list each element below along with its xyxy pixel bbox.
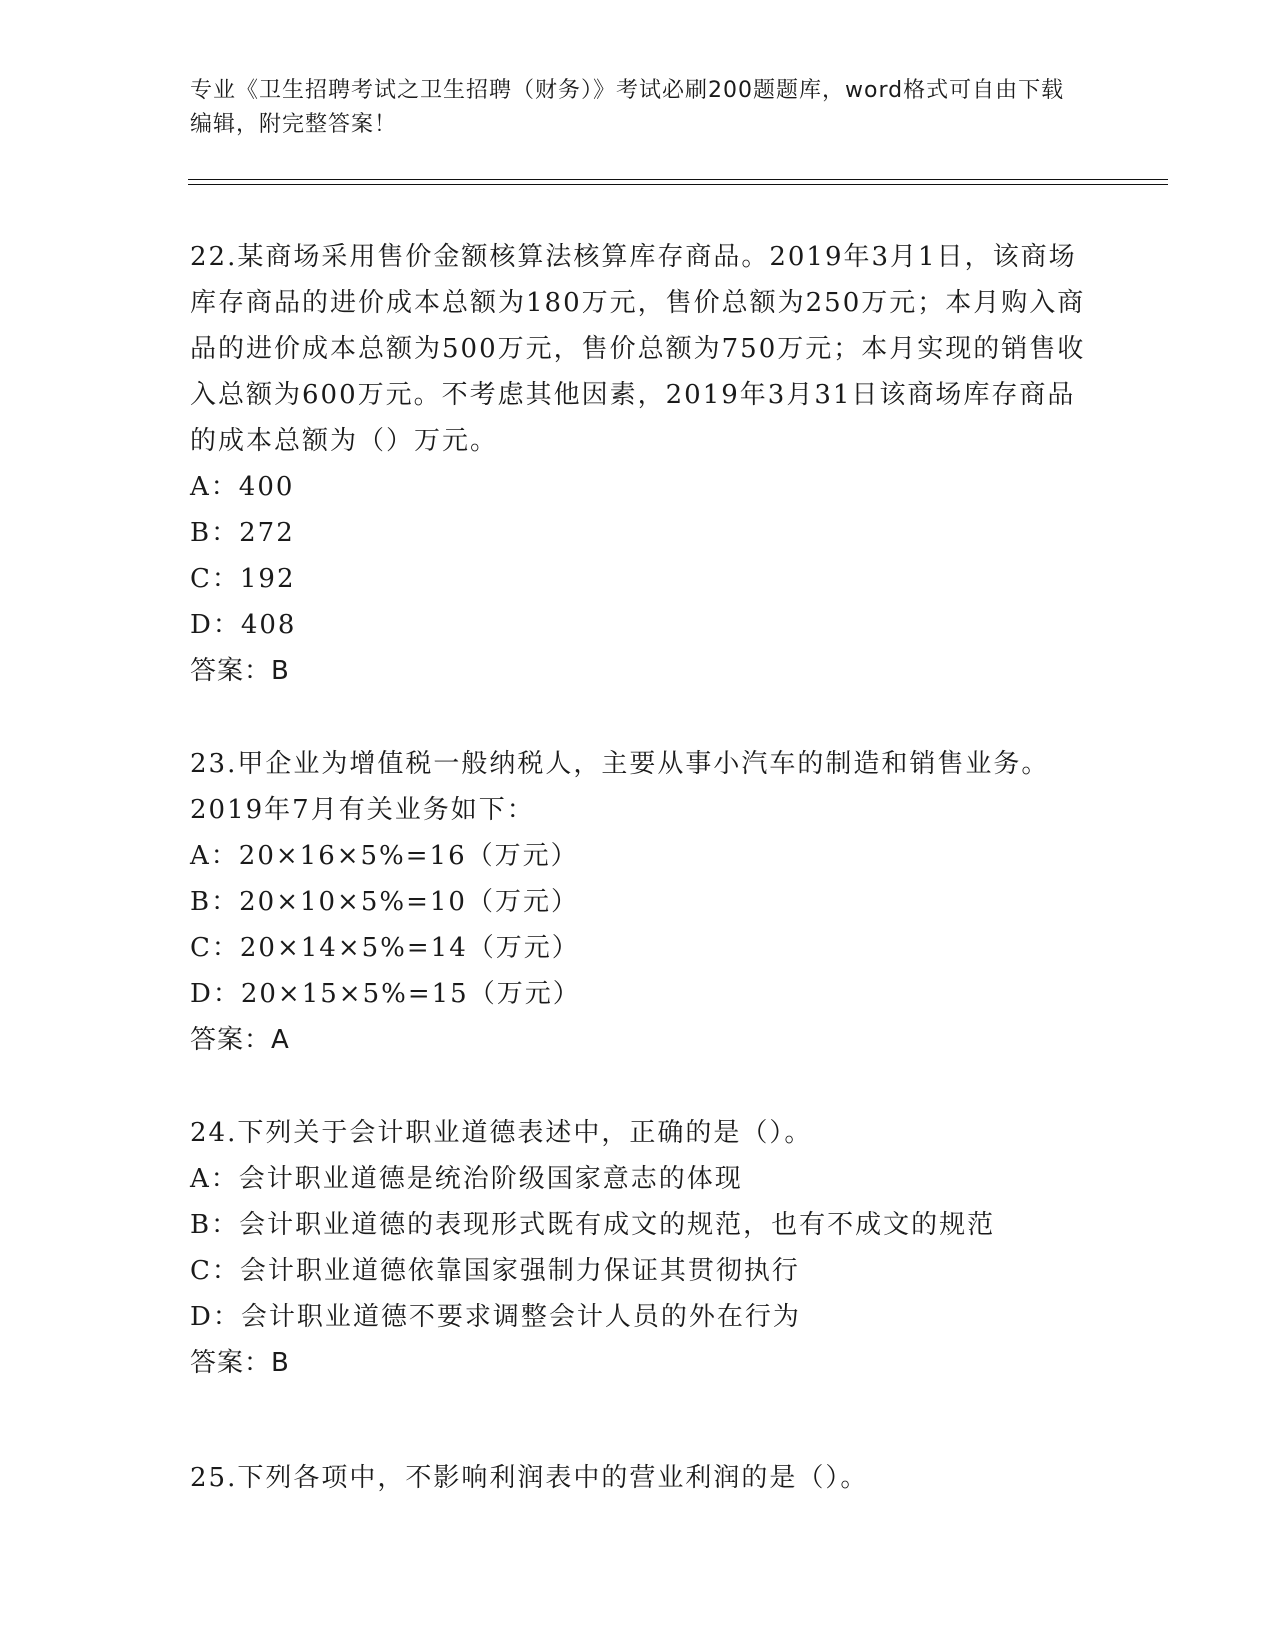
question-25 <box>190 1455 1090 1501</box>
option-a: A：400 <box>190 472 295 502</box>
answer-line: 答案：B <box>190 1348 290 1378</box>
option-d: D：20×15×5%=15（万元） <box>190 979 581 1009</box>
question-text: 23.甲企业为增值税一般纳税人，主要从事小汽车的制造和销售业务。2019年7月有关业务如下： <box>190 749 1050 825</box>
answer-line: 答案：A <box>190 1025 290 1055</box>
question-text: 24.下列关于会计职业道德表述中，正确的是（）。 <box>190 1118 813 1148</box>
option-a: A：20×16×5%=16（万元） <box>190 841 579 871</box>
answer-line: 答案：B <box>190 656 290 686</box>
header-divider-top <box>188 179 1168 180</box>
option-b: B：会计职业道德的表现形式既有成文的规范，也有不成文的规范 <box>190 1210 996 1240</box>
question-23 <box>190 741 1090 1063</box>
header-divider-bottom <box>188 184 1168 185</box>
document-header: 专业《卫生招聘考试之卫生招聘（财务）》考试必刷200题题库，word格式可自由下载编辑，附完整答案！ <box>190 78 1065 137</box>
option-c: C：20×14×5%=14（万元） <box>190 933 580 963</box>
question-24 <box>190 1110 1090 1386</box>
option-d: D：会计职业道德不要求调整会计人员的外在行为 <box>190 1302 801 1332</box>
question-text: 22.某商场采用售价金额核算法核算库存商品。2019年3月1日，该商场库存商品的进价成本总额为180万元，售价总额为250万元；本月购入商品的进价成本总额为500万元，售价总额为750万元；本月实现的销售收入总额为600万元。不考虑其他因素，2019年3月31日该商场库存商品的成本总额为（）万元。 <box>190 242 1086 456</box>
option-c: C：192 <box>190 564 296 594</box>
option-d: D：408 <box>190 610 297 640</box>
option-b: B：272 <box>190 518 295 548</box>
question-22 <box>190 234 1090 694</box>
option-b: B：20×10×5%=10（万元） <box>190 887 579 917</box>
question-text: 25.下列各项中，不影响利润表中的营业利润的是（）。 <box>190 1463 869 1493</box>
option-a: A：会计职业道德是统治阶级国家意志的体现 <box>190 1164 743 1194</box>
option-c: C：会计职业道德依靠国家强制力保证其贯彻执行 <box>190 1256 800 1286</box>
